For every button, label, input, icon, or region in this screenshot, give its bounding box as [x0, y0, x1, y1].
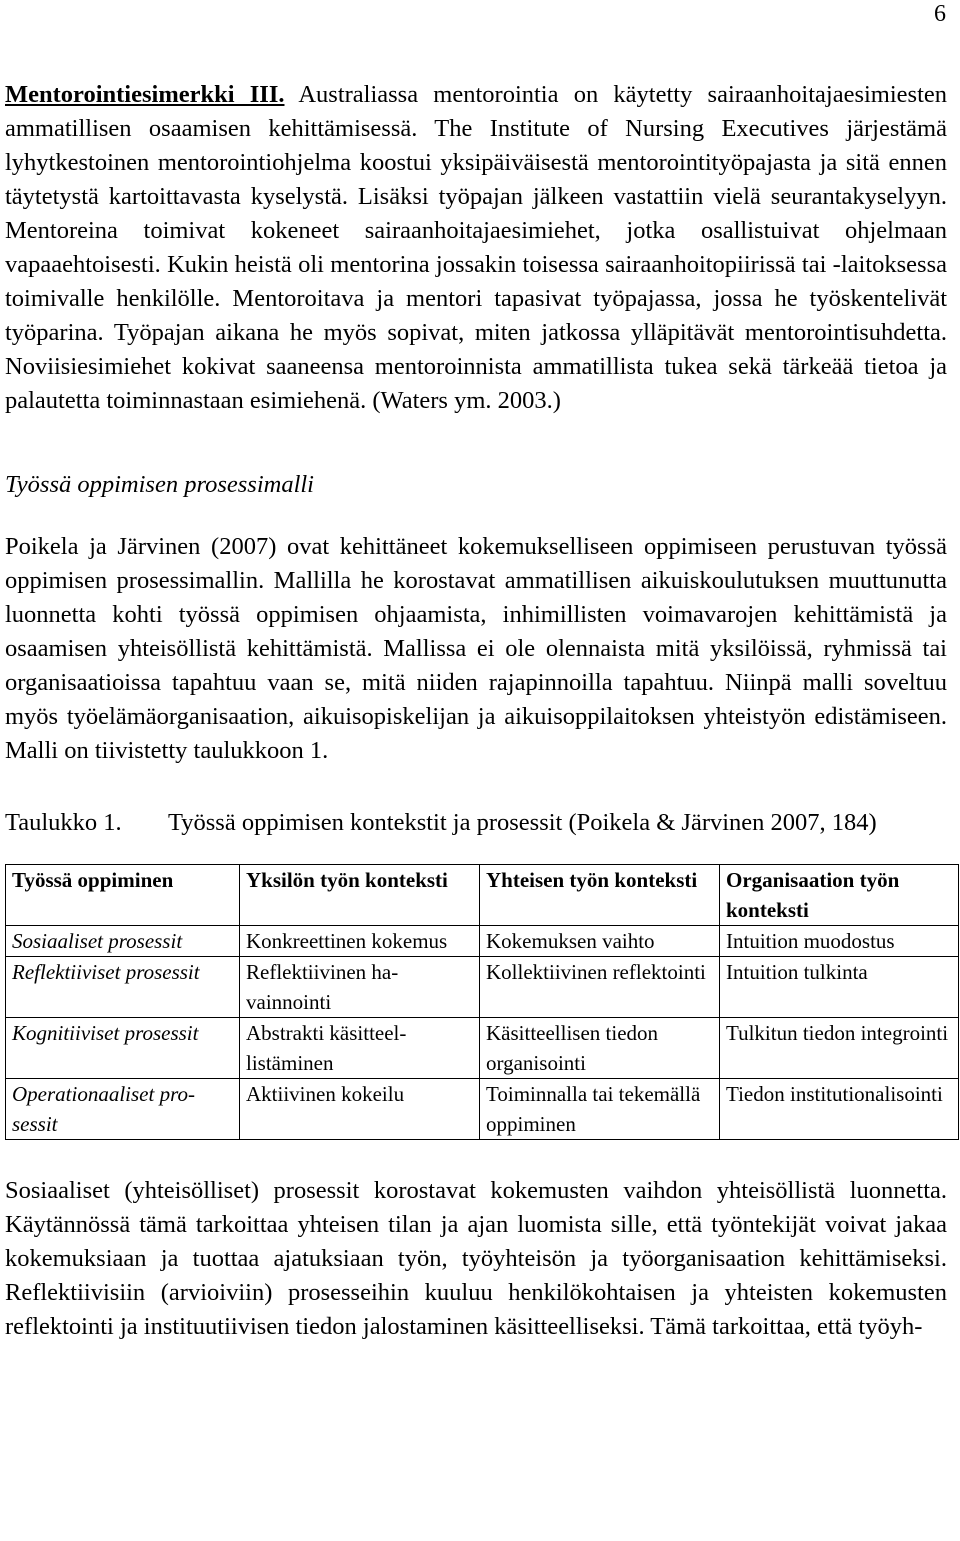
table-cell: Intuition muodostus: [720, 926, 959, 957]
row-label-cell: Kognitiiviset prosessit: [6, 1018, 240, 1079]
table-caption-text: Työssä oppimisen kontekstit ja prosessit (Poikela & Järvinen 2007, 184): [168, 809, 877, 836]
table-cell: Toiminnalla tai tekemällä oppiminen: [480, 1079, 720, 1140]
intro-text: Australiassa mentorointia on käytetty sairaanhoitajaesimiesten ammatillisen osaamisen kehittämisessä. The Institute of Nursing Executives järjestämä lyhytkestoinen mentorointiohjelma koostui yksipäiväisestä mentorointityöpajasta ja sitä ennen täytetystä kartoittavasta kyselystä. Lisäksi työpajan jälkeen vastattiin vielä seurantakyselyyn. Mentoreina toimivat kokeneet sairaanhoitajaesimiehet, jotka osallistuivat ohjelmaan vapaaehtoisesti. Kukin heistä oli mentorina jossakin toisessa sairaanhoitopiirissä tai -laitoksessa toimivalle henkilölle. Mentoroitava ja mentori tapasivat työpajassa, jossa he työskentelivät työparina. Työpajan aikana he myös sopivat, miten jatkossa ylläpitävät mentorointisuhdetta. Noviisiesimiehet kokivat saaneensa mentoroinnista ammatillista tukea sekä tärkeää tietoa ja palautetta toiminnastaan esimiehenä. (Waters ym. 2003.): [5, 81, 947, 414]
table-row: [6, 1018, 959, 1079]
table-cell: Abstrakti käsitteellistäminen: [240, 1018, 480, 1079]
table-cell: Kollektiivinen reflektointi: [480, 957, 720, 1018]
table-caption-label: Taulukko 1.: [5, 809, 122, 836]
section-paragraph: Poikela ja Järvinen (2007) ovat kehittäneet kokemukselliseen oppimiseen perustuvan työssä oppimisen prosessimallin. Mallilla he korostavat ammatillisen aikuiskoulutuksen muuttunutta luonnetta kohti työssä oppimisen ohjaamista, inhimillisten voimavarojen kehittämistä ja osaamisen yhteisöllistä kehittämistä. Mallissa ei ole olennaista mitä yksilöissä, ryhmissä tai organisaatioissa tapahtuu vaan se, mitä niiden rajapinnoilla tapahtuu. Niinpä malli soveltuu myös työelämäorganisaation, aikuisopiskelijan ja aikuisoppilaitoksen yhteistyön edistämiseen. Malli on tiivistetty taulukkoon 1.: [5, 533, 947, 764]
example-heading: Mentorointiesimerkki III.: [5, 81, 285, 108]
row-label-cell: Sosiaaliset prosessit: [6, 926, 240, 957]
table-cell: Aktiivinen kokeilu: [240, 1079, 480, 1140]
page-content: [5, 78, 947, 1344]
table-caption: [5, 806, 947, 840]
row-label-cell: Operationaaliset prosessit: [6, 1079, 240, 1140]
closing-paragraph: Sosiaaliset (yhteisölliset) prosessit korostavat kokemusten vaihdon yhteisöllistä luonnetta. Käytännössä tämä tarkoittaa yhteisen tilan ja ajan luomista sille, että työntekijät voivat jakaa kokemuksiaan ja tuottaa ajatuksiaan työn, työyhteisön ja työorganisaation kehittämiseksi. Reflektiivisiin (arvioiviin) prosesseihin kuuluu henkilökohtaisen ja yhteisten kokemusten reflektointi ja instituutiivisen tiedon jalostaminen käsitteelliseksi. Tämä tarkoittaa, että työyh-: [5, 1177, 947, 1340]
table-cell: Tulkitun tiedon integrointi: [720, 1018, 959, 1079]
table-cell: Käsitteellisen tiedon organisointi: [480, 1018, 720, 1079]
table-row: [6, 957, 959, 1018]
table-cell: Kokemuksen vaihto: [480, 926, 720, 957]
table-header-row: [6, 865, 959, 926]
header-cell: Yhteisen työn konteksti: [480, 865, 720, 926]
row-label-cell: Reflektiiviset prosessit: [6, 957, 240, 1018]
table-row: [6, 926, 959, 957]
section-title: Työssä oppimisen prosessimalli: [5, 471, 314, 498]
header-cell: Yksilön työn konteksti: [240, 865, 480, 926]
table-cell: Reflektiivinen havainnointi: [240, 957, 480, 1018]
header-cell: Työssä oppiminen: [6, 865, 240, 926]
table-cell: Intuition tulkinta: [720, 957, 959, 1018]
page-number: 6: [934, 1, 946, 27]
process-table: [5, 864, 959, 1140]
table-cell: Konkreettinen kokemus: [240, 926, 480, 957]
intro-paragraph: [5, 78, 947, 418]
table-row: [6, 1079, 959, 1140]
table-cell: Tiedon institutionalisointi: [720, 1079, 959, 1140]
header-cell: Organisaation työn konteksti: [720, 865, 959, 926]
